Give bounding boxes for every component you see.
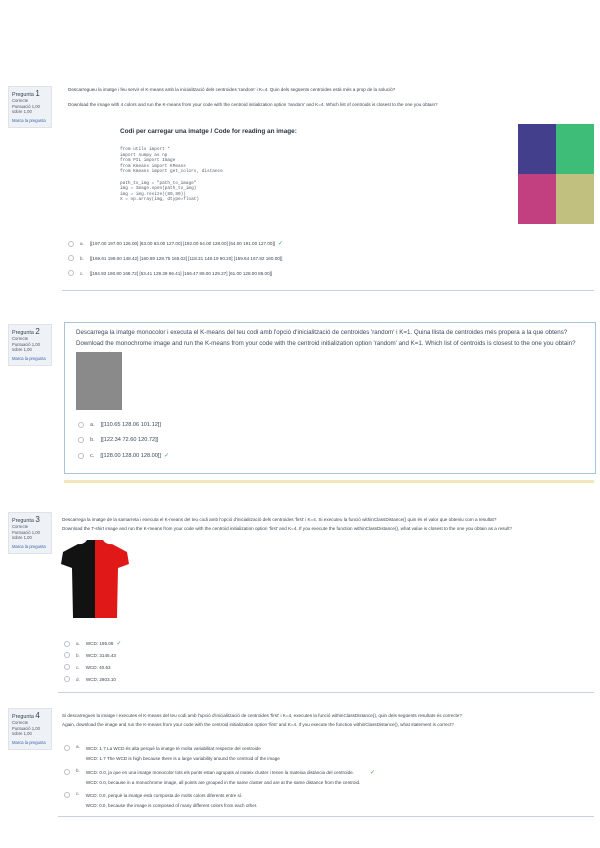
- quadrant-bottom-left: [518, 174, 556, 224]
- question-1-text-en: Download the image with 4 colors and run the K-means from your code with the centroid initialization option 'random' and K=4. Which list of centroids is closest to the one you obtain?: [68, 102, 438, 107]
- radio-button[interactable]: [64, 664, 70, 670]
- separator: [58, 816, 594, 817]
- radio-button[interactable]: [68, 241, 74, 247]
- q1-option-a[interactable]: a. [[197.00 197.00 126.00] [63.00 63.00 127.00] [192.00 64.00 128.00] [64.00 191.00 127.00]] ✓: [68, 240, 283, 247]
- question-number: Pregunta 3: [12, 515, 40, 524]
- radio-button[interactable]: [68, 270, 74, 276]
- q3-option-c[interactable]: c. WCD: 40.63: [64, 664, 111, 670]
- option-text: [[184.93 190.80 168.72] [53.41 129.29 96.41] [166.47 89.00 129.27] [61.00 128.00 86.00]]: [89, 270, 273, 276]
- option-text: [[122.34 72.60 120.72]]: [100, 437, 159, 443]
- q4-option-b[interactable]: b. WCD: 0.0, ja que en una imatge monocolor tots els punts estan agrupats al mateix cluster i tenen la mateixa distància del centroide. ✓ WCD: 0.0, because in a monochrome image, all points are grouped in the same cluster and are at the same distance from the centroid.: [64, 768, 375, 788]
- q3-option-b[interactable]: b. WCD: 3145.43: [64, 652, 116, 658]
- option-text: WCD: 1.7 The WCD is high because there is a large variability around the centroid of the image: [85, 756, 280, 761]
- option-text: WCD: 195.06: [85, 641, 114, 646]
- code-block: [112, 124, 472, 224]
- option-text: [[169.61 199.00 148.42] [160.89 128.75 165.02] [118.31 148.19 90.20] [159.64 167.82 160.00]]: [89, 255, 283, 261]
- question-score: Puntuació 1,00 sobre 1,00: [12, 103, 40, 115]
- monochrome-image: [76, 352, 122, 410]
- option-text: WCD: 0.0, perquè la imatge està composta de molts colors diferents entre sí.: [85, 793, 243, 798]
- question-1-text-ca: Descarregueu la imatge i feu servir el K-means amb la inicialització dels centroides 'random' i K=4. Quin dels següents centroides està més a prop de la solució?: [68, 87, 396, 92]
- check-icon: ✓: [116, 641, 122, 647]
- q4-option-a[interactable]: a. WCD: 1.7 La WCD és alta perquè la imatge té molta variabilitat respecte del centroide WCD: 1.7 The WCD is high because there is a large variability around the centroid of the image: [64, 744, 280, 764]
- radio-button[interactable]: [64, 745, 70, 751]
- check-icon: ✓: [278, 241, 284, 247]
- radio-button[interactable]: [78, 453, 84, 459]
- check-icon: ✓: [164, 453, 170, 459]
- option-text: [[128.00 128.00 128.00]]: [100, 452, 162, 459]
- question-4-text-ca: Si descarregues la imatge i executes el K-means del teu codi amb l'opció d'inicialització de centroides 'first' i K=4, executes la funció withinClassDistance(), quin dels següents resultats és correcte?: [62, 713, 462, 718]
- question-status: Correcte: [12, 720, 29, 726]
- flag-question-link[interactable]: Marca la pregunta: [12, 117, 46, 123]
- q3-option-a[interactable]: a. WCD: 195.06 ✓: [64, 640, 121, 647]
- separator: [62, 290, 594, 291]
- question-3-text-ca: Descarrega la imatge de la samarreta i executa el K-means del teu codi amb l'opció d'inicialització dels centroides 'first' i K=4. Si executeu la funció withinClassDistance() quin és el valor que obteniu com a resultat?: [62, 517, 497, 522]
- radio-button[interactable]: [78, 422, 84, 428]
- option-text: WCD: 3145.43: [85, 652, 116, 658]
- question-4-text-en: Again, download the image and run the K-means from your code with the centroid initialization option 'first' and K=4. If you execute the function withinClassDistance(), what statement is correct?: [62, 722, 454, 727]
- tshirt-image: [60, 536, 130, 620]
- four-color-image: [518, 124, 594, 224]
- question-status: Correcte: [12, 336, 29, 342]
- question-score: Puntuació 1,00 sobre 1,00: [12, 341, 40, 353]
- radio-button[interactable]: [64, 652, 70, 658]
- option-text: WCD: 0.0, because the image is composed of many different colors from each other.: [85, 803, 258, 808]
- question-3-info: [8, 512, 52, 554]
- option-text: WCD: 2803.10: [85, 676, 116, 682]
- radio-button[interactable]: [64, 792, 70, 798]
- flag-question-link[interactable]: Marca la pregunta: [12, 739, 46, 745]
- question-number: Pregunta 2: [12, 327, 40, 336]
- question-status: Correcte: [12, 98, 29, 104]
- option-text: WCD: 1.7 La WCD és alta perquè la imatge té molta variabilitat respecte del centroide: [85, 746, 261, 751]
- radio-button[interactable]: [64, 641, 70, 647]
- option-text: WCD: 40.63: [85, 664, 111, 670]
- separator: [64, 480, 594, 483]
- radio-button[interactable]: [64, 769, 70, 775]
- code-content: from utils import * import numpy as np from PIL import Image from Kmeans import KMeans from Kmeans import get_colors, distance path_to_img = "path_to_image" img = Image.open(path_to_img) img = img.resize((80,80)) X = np.array(img, dtype=float): [120, 147, 223, 203]
- separator: [58, 692, 594, 693]
- q4-option-c[interactable]: c. WCD: 0.0, perquè la imatge està composta de molts colors diferents entre sí. WCD: 0.0, because the image is composed of many different colors from each other.: [64, 791, 257, 811]
- tshirt-left-half: [61, 540, 95, 618]
- question-score: Puntuació 1,00 sobre 1,00: [12, 725, 40, 737]
- question-number: Pregunta 1: [12, 89, 40, 98]
- option-text: [[110.65 128.06 101.12]]: [100, 422, 161, 428]
- code-title: Codi per carregar una imatge / Code for reading an image:: [120, 128, 297, 135]
- radio-button[interactable]: [68, 255, 74, 261]
- q2-option-b[interactable]: b. [[122.34 72.60 120.72]]: [78, 437, 158, 443]
- flag-question-link[interactable]: Marca la pregunta: [12, 543, 46, 549]
- question-3-text-en: Download the T-shirt image and run the K-means from your code with the centroid initialization option 'first' and K=4. If you execute the function withinClassDistance(), what value is closest to the one you obtain as a result?: [62, 526, 512, 531]
- option-text: WCD: 0.0, because in a monochrome image, all points are grouped in the same cluster and are at the same distance from the centroid.: [85, 780, 361, 785]
- question-1-info: [8, 86, 52, 128]
- q1-option-b[interactable]: b. [[169.61 199.00 148.42] [160.89 128.75 165.02] [118.31 148.19 90.20] [159.64 167.82 160.00]]: [68, 255, 282, 261]
- question-2-text-en: Download the monochrome image and run the K-means from your code with the centroid initialization option 'random' and K=1. Which list of centroids is closest to the one you obtain?: [76, 340, 576, 347]
- tshirt-right-half: [95, 540, 129, 618]
- option-text: [[197.00 197.00 126.00] [63.00 63.00 127.00] [192.00 64.00 128.00] [64.00 191.00 127.00]]: [89, 241, 276, 246]
- flag-question-link[interactable]: Marca la pregunta: [12, 355, 46, 361]
- question-2-info: [8, 324, 52, 366]
- radio-button[interactable]: [78, 437, 84, 443]
- question-4-info: [8, 708, 52, 750]
- question-score: Puntuació 1,00 sobre 1,00: [12, 529, 40, 541]
- quadrant-top-right: [556, 124, 594, 174]
- radio-button[interactable]: [64, 676, 70, 682]
- question-number: Pregunta 4: [12, 711, 40, 720]
- quadrant-bottom-right: [556, 174, 594, 224]
- q2-option-c[interactable]: c. [[128.00 128.00 128.00]] ✓: [78, 452, 169, 459]
- question-status: Correcte: [12, 524, 29, 530]
- q3-option-d[interactable]: d. WCD: 2803.10: [64, 676, 116, 682]
- option-text: WCD: 0.0, ja que en una imatge monocolor tots els punts estan agrupats al mateix cluster i tenen la mateixa distància del centroide. ✓: [85, 770, 375, 776]
- q1-option-c[interactable]: c. [[184.93 190.80 168.72] [53.41 129.29 96.41] [166.47 89.00 129.27] [61.00 128.00 86.00]]: [68, 270, 272, 276]
- q2-option-a[interactable]: a. [[110.65 128.06 101.12]]: [78, 422, 161, 428]
- quadrant-top-left: [518, 124, 556, 174]
- check-icon: ✓: [369, 770, 375, 776]
- question-2-text-ca: Descarrega la imatge monocolor i executa el K-means del teu codi amb l'opció d'inicialització de centroides 'random' i K=1. Quina llista de centroides més propera a la que obtens?: [76, 329, 568, 336]
